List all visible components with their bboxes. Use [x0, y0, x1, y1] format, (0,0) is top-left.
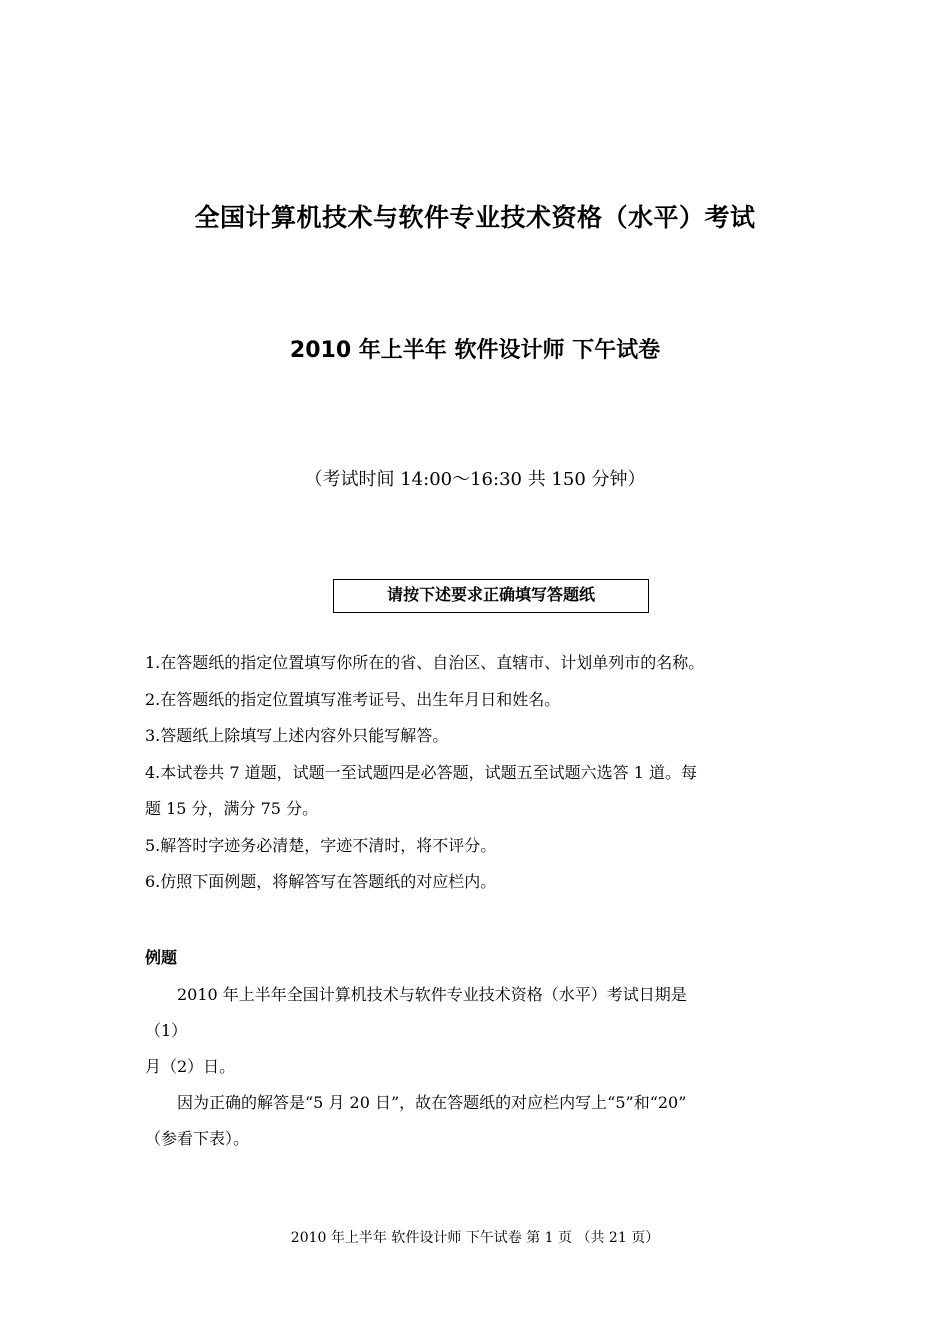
instruction-item: 3.答题纸上除填写上述内容外只能写解答。	[145, 726, 449, 745]
notice-box: 请按下述要求正确填写答题纸	[333, 579, 649, 613]
exam-time: （考试时间 14:00～16:30 共 150 分钟）	[304, 469, 646, 490]
example-heading: 例题	[145, 948, 178, 967]
instruction-item: 2.在答题纸的指定位置填写准考证号、出生年月日和姓名。	[145, 689, 561, 709]
page-footer: 2010 年上半年 软件设计师 下午试卷 第 1 页 （共 21 页）	[290, 1230, 660, 1246]
instructions-list	[145, 648, 810, 904]
example-line: （1）	[145, 1021, 188, 1040]
main-title: 全国计算机技术与软件专业技术资格（水平）考试	[194, 203, 756, 232]
example-line: （参看下表）。	[145, 1129, 250, 1148]
example-body	[145, 980, 810, 1160]
example-line: 因为正确的解答是“5 月 20 日”，故在答题纸的对应栏内写上“5”和“20”	[177, 1093, 687, 1112]
sub-title: 2010 年上半年 软件设计师 下午试卷	[289, 338, 661, 363]
example-line: 月（2）日。	[145, 1057, 236, 1076]
instruction-item: 1.在答题纸的指定位置填写你所在的省、自治区、直辖市、计划单列市的名称。	[145, 653, 705, 672]
instruction-item: 6.仿照下面例题，将解答写在答题纸的对应栏内。	[145, 872, 497, 891]
example-line: 2010 年上半年全国计算机技术与软件专业技术资格（水平）考试日期是	[177, 985, 687, 1004]
instruction-item: 4.本试卷共 7 道题，试题一至试题四是必答题，试题五至试题六选答 1 道。每	[145, 762, 697, 782]
instruction-item-continuation: 题 15 分，满分 75 分。	[145, 799, 319, 818]
instruction-item: 5.解答时字迹务必清楚，字迹不清时，将不评分。	[145, 835, 497, 855]
